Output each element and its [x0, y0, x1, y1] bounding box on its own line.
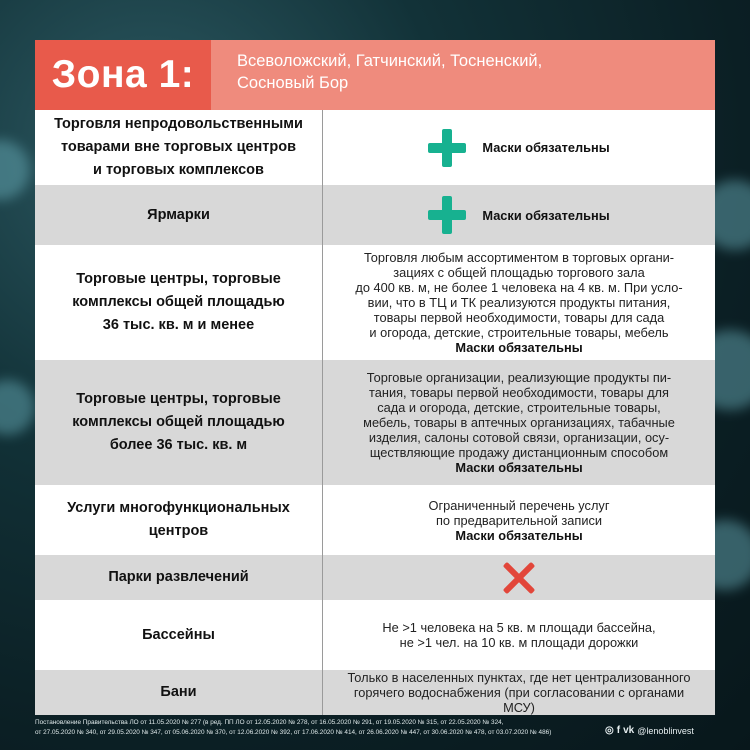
instagram-icon: ◎ — [605, 725, 614, 736]
activity-text: Торговые центры, торговые — [76, 271, 281, 287]
activity-text: Парки развлечений — [108, 569, 249, 585]
rule-text: товары первой необходимости, товары для сада — [373, 310, 665, 325]
rule-text: зациях с общей площадью торгового зала — [393, 265, 645, 280]
handle-text: @lenoblinvest — [637, 725, 694, 736]
table-row — [35, 485, 715, 555]
rule-cell — [323, 360, 715, 485]
rule-text: сада и огорода, детские, строительные товары, — [377, 400, 661, 415]
table-row — [35, 555, 715, 600]
bg-blob — [0, 380, 35, 435]
table-row — [35, 110, 715, 185]
activity-cell — [35, 600, 323, 670]
rule-text: Не >1 человека на 5 кв. м площади бассейна, — [382, 620, 656, 635]
rule-text: ществляющие продажу дистанционным способом — [369, 445, 669, 460]
activity-cell — [35, 245, 323, 360]
bg-blob — [0, 140, 30, 200]
activity-text: Ярмарки — [147, 206, 210, 223]
rule-cell — [323, 555, 715, 600]
rule-text: по предварительной записи — [435, 512, 603, 528]
rule-cell — [323, 670, 715, 715]
rule-text: и огорода, детские, строительные товары, мебель — [369, 325, 669, 340]
activity-text: комплексы общей площадью — [72, 294, 285, 310]
cross-icon — [503, 562, 535, 594]
activity-text: центров — [148, 523, 209, 539]
mask-required-text: Маски обязательны — [455, 460, 583, 475]
mask-required-text: Маски обязательны — [455, 340, 583, 355]
activity-cell — [35, 485, 323, 555]
rule-text: Торговые организации, реализующие продукты пи- — [366, 370, 672, 385]
vk-icon: vk — [623, 725, 635, 736]
zone-regions — [211, 40, 715, 110]
rule-text: Маски обязательны — [482, 140, 610, 155]
rule-text: мебель, товары в аптечных организациях, табачные — [363, 415, 675, 430]
footnote-line: Постановление Правительства ЛО от 11.05.2020 № 277 (в ред. ПП ЛО от 12.05.2020 № 278, от 16.05.2020 № 291, от 19.05.2020 № 315, от 22.05.2020 № 324, — [35, 719, 504, 726]
table-row — [35, 245, 715, 360]
rule-text: до 400 кв. м, не более 1 человека на 4 кв. м. При усло- — [355, 280, 683, 295]
rule-cell — [323, 485, 715, 555]
social-handle[interactable] — [605, 725, 694, 736]
table-row — [35, 360, 715, 485]
activity-text: Бани — [160, 684, 197, 700]
rules-table — [35, 110, 715, 715]
activity-text: Бассейны — [142, 626, 215, 643]
table-row — [35, 670, 715, 715]
rule-text: тания, товары первой необходимости, товары для — [369, 385, 669, 400]
activity-cell — [35, 360, 323, 485]
rule-text: горячего водоснабжения (при согласовании с органами МСУ) — [353, 685, 685, 715]
legal-footnote — [35, 718, 595, 738]
activity-text: Торговые центры, торговые — [76, 391, 281, 407]
activity-cell — [35, 670, 323, 715]
regions-line: Всеволожский, Гатчинский, Тосненский, — [237, 52, 543, 70]
table-row — [35, 185, 715, 245]
activity-cell — [35, 555, 323, 600]
mask-required-text: Маски обязательны — [455, 527, 583, 543]
facebook-icon: f — [616, 725, 621, 736]
rule-text: Маски обязательны — [482, 207, 610, 223]
rule-text: Ограниченный перечень услуг — [428, 497, 610, 513]
activity-text: Торговля непродовольственными — [54, 116, 303, 132]
activity-text: более 36 тыс. кв. м — [109, 437, 248, 453]
activity-cell — [35, 185, 323, 245]
rule-cell — [323, 600, 715, 670]
footnote-line: от 27.05.2020 № 340, от 29.05.2020 № 347, от 05.06.2020 № 370, от 12.06.2020 № 392, от 17.06.2020 № 414, от 26.06.2020 № 447, от 30.06.2020 № 478, от 03.07.2020 № 486) — [35, 729, 552, 736]
activity-text: и торговых комплексов — [93, 162, 264, 178]
rule-cell — [323, 245, 715, 360]
activity-text: комплексы общей площадью — [72, 414, 285, 430]
regions-line: Сосновый Бор — [237, 74, 349, 92]
rule-text: Только в населенных пунктах, где нет централизованного — [347, 670, 691, 685]
rule-cell — [323, 110, 715, 185]
rule-text: Торговля любым ассортиментом в торговых органи- — [363, 250, 675, 265]
rule-text: не >1 чел. на 10 кв. м площади дорожки — [399, 635, 639, 650]
zone-title: Зона 1: — [35, 40, 211, 110]
plus-icon — [428, 196, 466, 234]
activity-text: Услуги многофункциональных — [67, 500, 290, 516]
activity-text: 36 тыс. кв. м и менее — [102, 317, 255, 333]
rule-cell — [323, 185, 715, 245]
zone-header — [35, 40, 715, 110]
plus-icon — [428, 129, 466, 167]
rule-text: вии, что в ТЦ и ТК реализуются продукты питания, — [367, 295, 671, 310]
activity-cell — [35, 110, 323, 185]
table-row — [35, 600, 715, 670]
activity-text: товарами вне торговых центров — [60, 139, 297, 155]
rule-text: изделия, салоны сотовой связи, организации, осу- — [368, 430, 670, 445]
